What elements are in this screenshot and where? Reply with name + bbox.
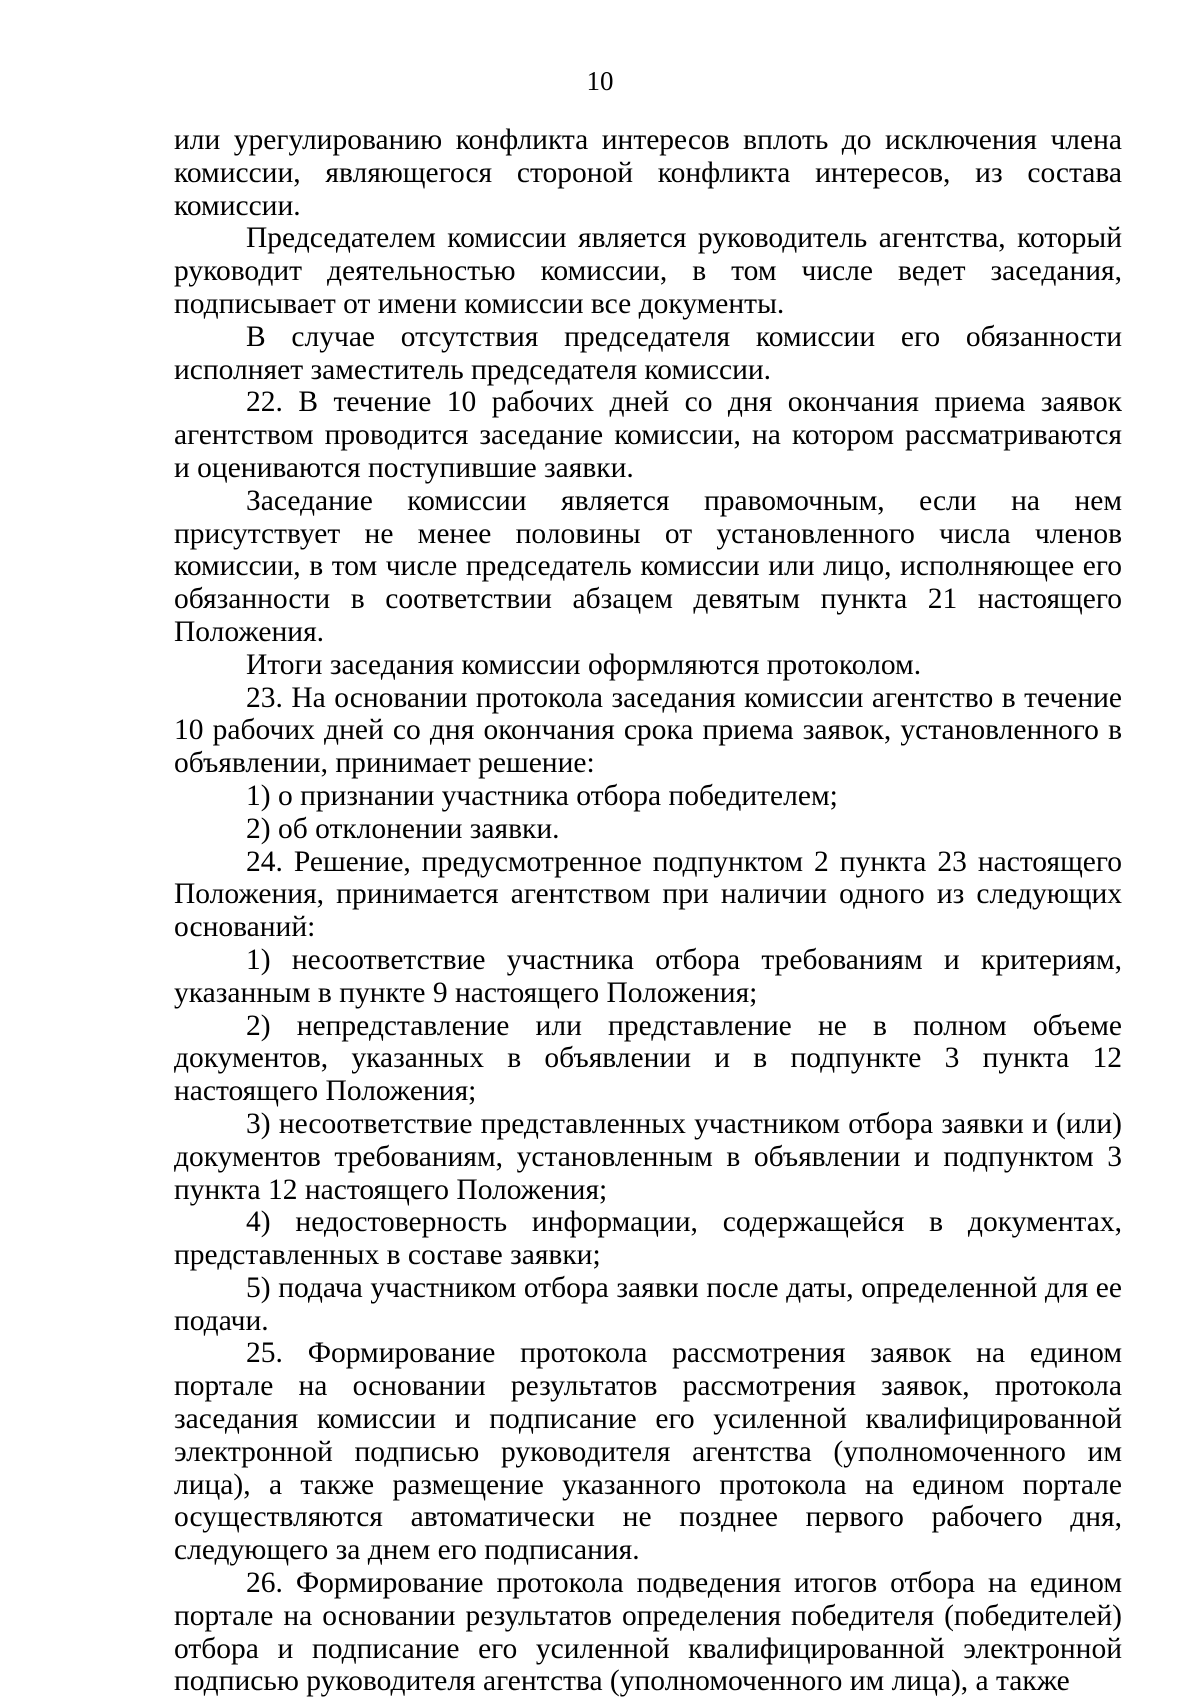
paragraph: 23. На основании протокола заседания комиссии агентство в течение 10 рабочих дней со дня окончания срока приема заявок, установленного в объявлении, принимает решение:: [174, 681, 1122, 780]
paragraph: Заседание комиссии является правомочным, если на нем присутствует не менее половины от установленного числа членов комиссии, в том числе председатель комиссии или лицо, исполняющее его обязанности в соответствии абзацем девятым пункта 21 настоящего Положения.: [174, 484, 1122, 648]
paragraph: 26. Формирование протокола подведения итогов отбора на едином портале на основании результатов определения победителя (победителей) отбора и подписание его усиленной квалифицированной электронной подписью руководителя агентства (уполномоченного им лица), а также: [174, 1567, 1122, 1698]
list-item: 5) подача участником отбора заявки после даты, определенной для ее подачи.: [174, 1271, 1122, 1337]
paragraph: В случае отсутствия председателя комиссии его обязанности исполняет заместитель председателя комиссии.: [174, 320, 1122, 386]
paragraph: или урегулированию конфликта интересов вплоть до исключения члена комиссии, являющегося стороной конфликта интересов, из состава комиссии.: [174, 124, 1122, 222]
paragraph: 24. Решение, предусмотренное подпунктом 2 пункта 23 настоящего Положения, принимается агентством при наличии одного из следующих оснований:: [174, 845, 1122, 944]
paragraph: 22. В течение 10 рабочих дней со дня окончания приема заявок агентством проводится заседание комиссии, на котором рассматриваются и оцениваются поступившие заявки.: [174, 386, 1122, 484]
list-item: 2) об отклонении заявки.: [246, 812, 560, 845]
list-item: 3) несоответствие представленных участником отбора заявки и (или) документов требованиям, установленным в объявлении и подпунктом 3 пункта 12 настоящего Положения;: [174, 1107, 1122, 1206]
list-item: 1) о признании участника отбора победителем;: [246, 779, 838, 812]
list-item: 1) несоответствие участника отбора требованиям и критериям, указанным в пункте 9 настоящего Положения;: [174, 943, 1122, 1009]
page-number: 10: [586, 66, 614, 96]
list-item: 4) недостоверность информации, содержащейся в документах, представленных в составе заявки;: [174, 1206, 1122, 1272]
paragraph: Итоги заседания комиссии оформляются протоколом.: [246, 648, 922, 681]
document-body: [174, 124, 1122, 1698]
list-item: 2) непредставление или представление не в полном объеме документов, указанных в объявлении и в подпункте 3 пункта 12 настоящего Положения;: [174, 1009, 1122, 1108]
paragraph: 25. Формирование протокола рассмотрения заявок на едином портале на основании результатов рассмотрения заявок, протокола заседания комиссии и подписание его усиленной квалифицированной электронной подписью руководителя агентства (уполномоченного им лица), а также размещение указанного протокола на едином портале осуществляются автоматически не позднее первого рабочего дня, следующего за днем его подписания.: [174, 1337, 1122, 1567]
paragraph: Председателем комиссии является руководитель агентства, который руководит деятельностью комиссии, в том числе ведет заседания, подписывает от имени комиссии все документы.: [174, 222, 1122, 320]
